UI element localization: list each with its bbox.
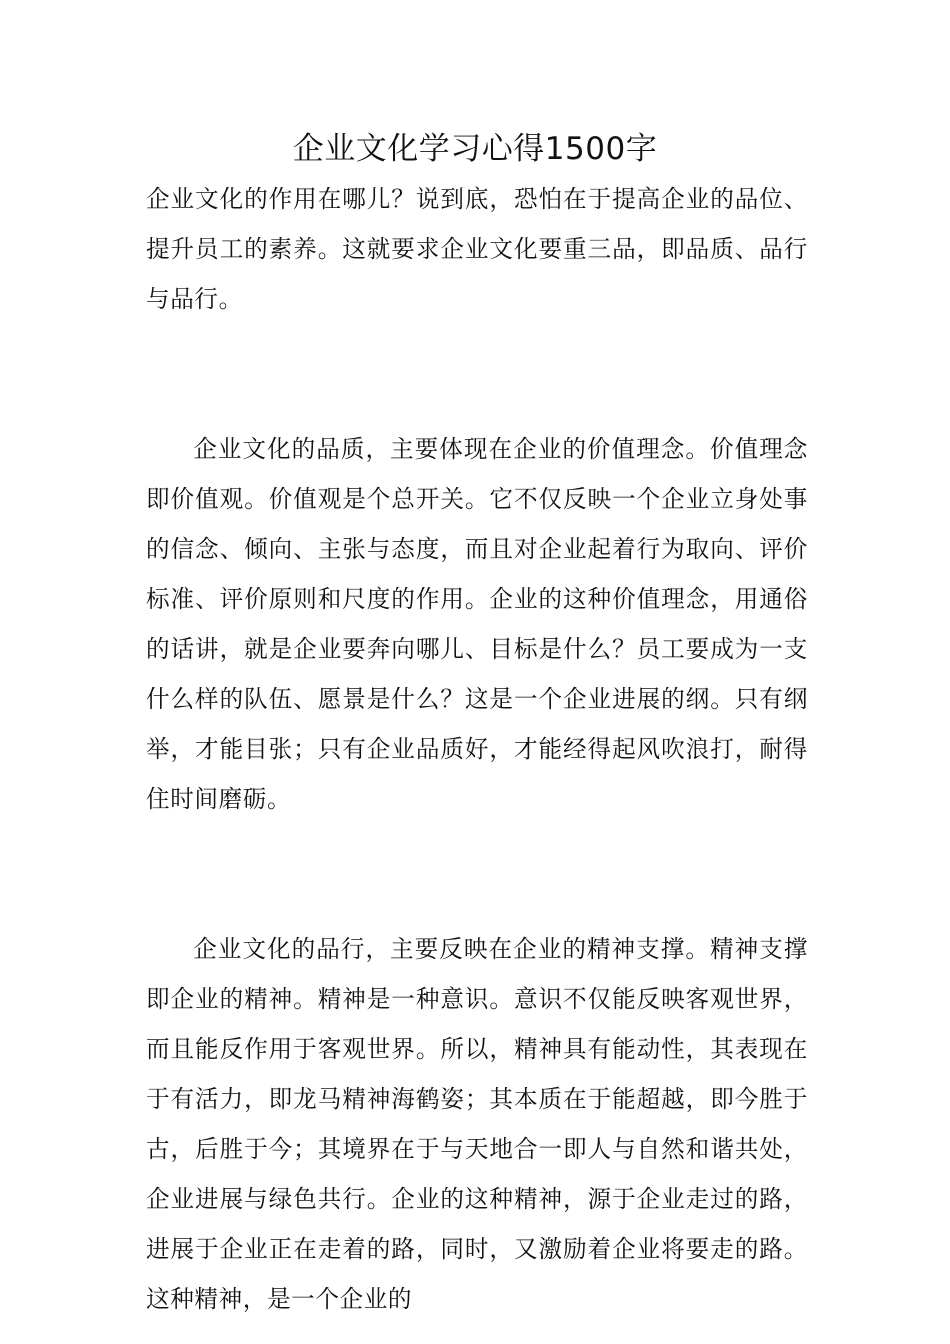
- paragraph-conduct: 企业文化的品行，主要反映在企业的精神支撑。精神支撑即企业的精神。精神是一种意识。意识不仅能反映客观世界，而且能反作用于客观世界。所以，精神具有能动性，其表现在于有活力，即龙马精神海鹤姿；其本质在于能超越，即今胜于古，后胜于今；其境界在于与天地合一即人与自然和谐共处，企业进展与绿色共行。企业的这种精神，源于企业走过的路，进展于企业正在走着的路，同时，又激励着企业将要走的路。这种精神，是一个企业的: [146, 935, 808, 1313]
- paragraph-intro: 企业文化的作用在哪儿？说到底，恐怕在于提高企业的品位、提升员工的素养。这就要求企业文化要重三品，即品质、品行与品行。: [146, 185, 808, 313]
- paragraph-spacer: [146, 324, 808, 424]
- document-body: [146, 174, 808, 1324]
- document-title: 企业文化学习心得1500字: [292, 131, 658, 167]
- paragraph-quality: 企业文化的品质，主要体现在企业的价值理念。价值理念即价值观。价值观是个总开关。它不仅反映一个企业立身处事的信念、倾向、主张与态度，而且对企业起着行为取向、评价标准、评价原则和尺度的作用。企业的这种价值理念，用通俗的话讲，就是企业要奔向哪儿、目标是什么？员工要成为一支什么样的队伍、愿景是什么？这是一个企业进展的纲。只有纲举，才能目张；只有企业品质好，才能经得起风吹浪打，耐得住时间磨砺。: [146, 435, 808, 813]
- paragraph-spacer: [146, 824, 808, 924]
